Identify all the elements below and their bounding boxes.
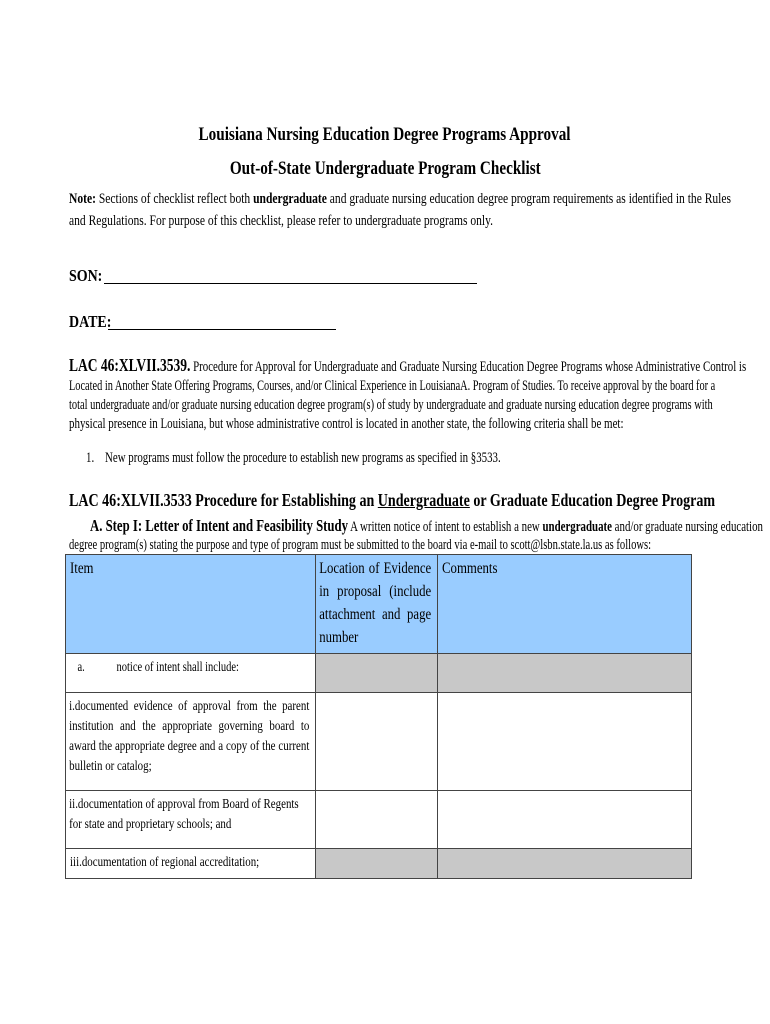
- note-line-2: and Regulations. For purpose of this checklist, please refer to undergraduate programs only.: [69, 213, 494, 229]
- son-label: SON:: [69, 266, 103, 285]
- list-number: 1.: [86, 450, 95, 466]
- lac-line-4: physical presence in Louisiana, but whose administrative control is located in another state, the following criteria shall be met:: [69, 416, 624, 432]
- row-a-item: [66, 654, 316, 693]
- row-iii-item: iii.documentation of regional accreditation;: [66, 849, 316, 879]
- date-label: DATE:: [69, 312, 112, 331]
- date-field-line[interactable]: [108, 329, 336, 330]
- list-text: New programs must follow the procedure to establish new programs as specified in §3533.: [105, 450, 501, 466]
- row-ii-comments-cell[interactable]: [438, 791, 692, 849]
- underlined-undergraduate: Undergraduate: [377, 490, 470, 510]
- row-a-num: a.: [77, 660, 85, 675]
- note-paragraph: [69, 188, 770, 232]
- header-location: Location of Evidence in proposal (include attachment and page number: [316, 555, 438, 654]
- row-a-text: notice of intent shall include:: [116, 660, 239, 675]
- row-iii-location-cell[interactable]: [316, 849, 438, 879]
- section-heading: LAC 46:XLVII.3533 Procedure for Establishing an Undergraduate or Graduate Education Degree Program: [69, 490, 716, 510]
- table-header-row: [66, 555, 692, 654]
- row-i-comments-cell[interactable]: [438, 693, 692, 791]
- lac-line-2: Located in Another State Offering Programs, Courses, and/or Clinical Experience in LouisianaA. Program of Studies. To receive approval by the board for a: [69, 378, 716, 394]
- table-row: [66, 849, 692, 879]
- row-iii-comments-cell[interactable]: [438, 849, 692, 879]
- note-line-1: Note: Sections of checklist reflect both undergraduate and graduate nursing education degree program requirements as identified in the Rules: [69, 191, 732, 207]
- title-line-1: Louisiana Nursing Education Degree Programs Approval: [198, 124, 572, 145]
- row-ii-item: ii.documentation of approval from Board of Regents for state and proprietary schools; and: [66, 791, 316, 849]
- note-label: Note:: [69, 191, 96, 207]
- note-bold-undergraduate: undergraduate: [253, 191, 327, 207]
- table-row: [66, 654, 692, 693]
- header-item: Item: [66, 555, 316, 654]
- step-1-label: A. Step I: Letter of Intent and Feasibility Study: [90, 516, 348, 535]
- lac-line-1: LAC 46:XLVII.3539. Procedure for Approval for Undergraduate and Graduate Nursing Education Degree Programs whose Administrative Control is: [69, 355, 747, 375]
- row-i-location-cell[interactable]: [316, 693, 438, 791]
- header-comments: Comments: [438, 555, 692, 654]
- table-row: [66, 791, 692, 849]
- row-i-item: i.documented evidence of approval from the parent institution and the appropriate governing board to award the appropriate degree and a copy of the current bulletin or catalog;: [66, 693, 316, 791]
- step-1-line-2: degree program(s) stating the purpose and type of program must be submitted to the board via e-mail to scott@lsbn.state.la.us as follows:: [69, 537, 652, 553]
- row-a-comments-cell[interactable]: [438, 654, 692, 693]
- lac-line-3: total undergraduate and/or graduate nursing education degree program(s) of study by undergraduate and graduate nursing education degree programs with: [69, 397, 713, 413]
- lac-list-item-1: [86, 449, 639, 468]
- step-bold-undergraduate: undergraduate: [542, 519, 612, 535]
- checklist-table: [65, 554, 692, 879]
- lac-3539-paragraph: [69, 356, 770, 434]
- lac-heading: LAC 46:XLVII.3539.: [69, 355, 191, 375]
- row-ii-location-cell[interactable]: [316, 791, 438, 849]
- table-row: [66, 693, 692, 791]
- son-field-line[interactable]: [104, 283, 477, 284]
- title-line-2: Out-of-State Undergraduate Program Checklist: [229, 158, 541, 179]
- step-1-line: A. Step I: Letter of Intent and Feasibility Study A written notice of intent to establish a new undergraduate and/or graduate nursing education: [90, 516, 763, 535]
- row-a-location-cell[interactable]: [316, 654, 438, 693]
